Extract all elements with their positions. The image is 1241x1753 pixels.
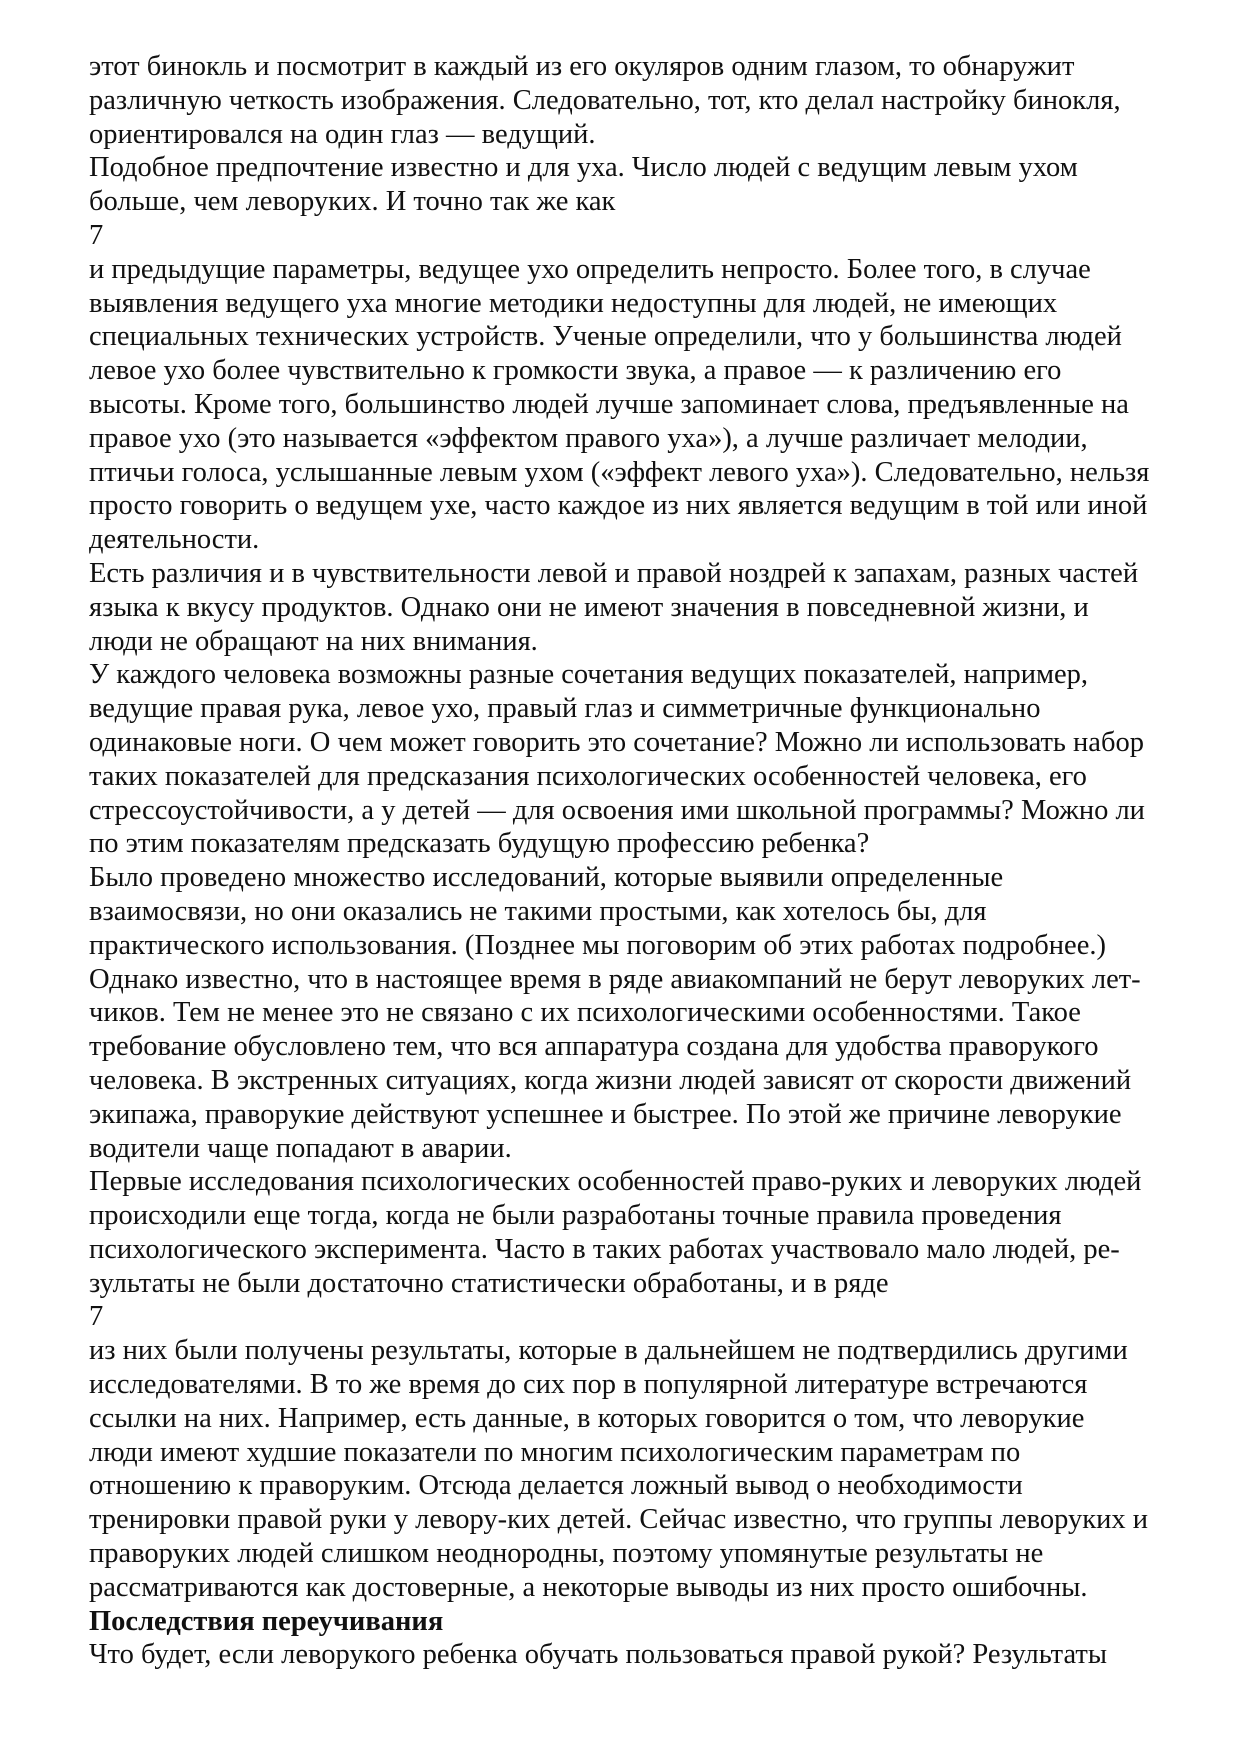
text-line: левое ухо более чувствительно к громкости звука, а правое — к различению его xyxy=(89,355,1062,387)
text-line: специальных технических устройств. Ученые определили, что у большинства людей xyxy=(89,321,1122,353)
text-line: водители чаще попадают в аварии. xyxy=(89,1132,512,1164)
text-line: различную четкость изображения. Следовательно, тот, кто делал настройку бинокля, xyxy=(89,84,1121,116)
text-line: по этим показателям предсказать будущую профессию ребенка? xyxy=(89,828,870,860)
text-line: птичьи голоса, услышанные левым ухом («эффект левого уха»). Следовательно, нельзя xyxy=(89,456,1150,488)
text-line: языка к вкусу продуктов. Однако они не имеют значения в повседневной жизни, и xyxy=(89,591,1089,623)
text-line: и предыдущие параметры, ведущее ухо определить непросто. Более того, в случае xyxy=(89,253,1091,285)
text-line: человека. В экстренных ситуациях, когда жизни людей зависят от скорости движений xyxy=(89,1064,1132,1096)
text-line: ведущие правая рука, левое ухо, правый глаз и симметричные функционально xyxy=(89,693,1041,725)
text-line: рассматриваются как достоверные, а некоторые выводы из них просто ошибочны. xyxy=(89,1571,1088,1603)
text-line: из них были получены результаты, которые в дальнейшем не подтвердились другими xyxy=(89,1335,1128,1367)
text-line: Что будет, если леворукого ребенка обучать пользоваться правой рукой? Результаты xyxy=(89,1639,1107,1671)
text-line: ориентировался на один глаз — ведущий. xyxy=(89,118,596,150)
text-line: требование обусловлено тем, что вся аппаратура создана для удобства праворукого xyxy=(89,1031,1099,1063)
page-number: 7 xyxy=(89,219,104,251)
text-line: люди имеют худшие показатели по многим психологическим параметрам по xyxy=(89,1436,1021,1468)
text-line: отношению к праворуким. Отсюда делается ложный вывод о необходимости xyxy=(89,1470,1023,1502)
text-line: Однако известно, что в настоящее время в ряде авиакомпаний не берут леворуких лет- xyxy=(89,963,1141,995)
text-line: Есть различия и в чувствительности левой и правой ноздрей к запахам, разных частей xyxy=(89,557,1139,589)
page-number: 7 xyxy=(89,1301,104,1333)
text-line: праворуких людей слишком неоднородны, поэтому упомянутые результаты не xyxy=(89,1538,1044,1570)
text-line: высоты. Кроме того, большинство людей лучше запоминает слова, предъявленные на xyxy=(89,388,1129,420)
text-line: взаимосвязи, но они оказались не такими простыми, как хотелось бы, для xyxy=(89,895,987,927)
document-page xyxy=(89,50,1209,1672)
text-line: Подобное предпочтение известно и для уха. Число людей с ведущим левым ухом xyxy=(89,152,1078,184)
text-line: больше, чем леворуких. И точно так же как xyxy=(89,186,616,218)
text-line: люди не обращают на них внимания. xyxy=(89,625,538,657)
text-line: Было проведено множество исследований, которые выявили определенные xyxy=(89,862,1004,894)
text-line: деятельности. xyxy=(89,524,260,556)
text-line: ссылки на них. Например, есть данные, в которых говорится о том, что леворукие xyxy=(89,1402,1085,1434)
text-line: практического использования. (Позднее мы поговорим об этих работах подробнее.) xyxy=(89,929,1106,961)
text-line: просто говорить о ведущем ухе, часто каждое из них является ведущим в той или иной xyxy=(89,490,1148,522)
text-line: правое ухо (это называется «эффектом правого уха»), а лучше различает мелодии, xyxy=(89,422,1088,454)
text-line: чиков. Тем не менее это не связано с их психологическими особенностями. Такое xyxy=(89,997,1081,1029)
text-line: исследователями. В то же время до сих пор в популярной литературе встречаются xyxy=(89,1369,1088,1401)
text-line: Первые исследования психологических особенностей право-руких и леворуких людей xyxy=(89,1166,1142,1198)
text-line: происходили еще тогда, когда не были разработаны точные правила проведения xyxy=(89,1200,1062,1232)
text-line: экипажа, праворукие действуют успешнее и быстрее. По этой же причине леворукие xyxy=(89,1098,1122,1130)
text-line: выявления ведущего уха многие методики недоступны для людей, не имеющих xyxy=(89,287,1058,319)
text-line: этот бинокль и посмотрит в каждый из его окуляров одним глазом, то обнаружит xyxy=(89,51,1075,82)
text-line: стрессоустойчивости, а у детей — для освоения ими школьной программы? Можно ли xyxy=(89,794,1145,826)
text-line: психологического эксперимента. Часто в таких работах участвовало мало людей, ре- xyxy=(89,1233,1120,1265)
section-heading: Последствия переучивания xyxy=(89,1605,444,1637)
text-line: тренировки правой руки у левору-ких детей. Сейчас известно, что группы леворуких и xyxy=(89,1504,1149,1536)
text-line: зультаты не были достаточно статистически обработаны, и в ряде xyxy=(89,1267,889,1299)
text-line: таких показателей для предсказания психологических особенностей человека, его xyxy=(89,760,1087,792)
text-line: У каждого человека возможны разные сочетания ведущих показателей, например, xyxy=(89,659,1089,691)
text-line: одинаковые ноги. О чем может говорить это сочетание? Можно ли использовать набор xyxy=(89,726,1144,758)
